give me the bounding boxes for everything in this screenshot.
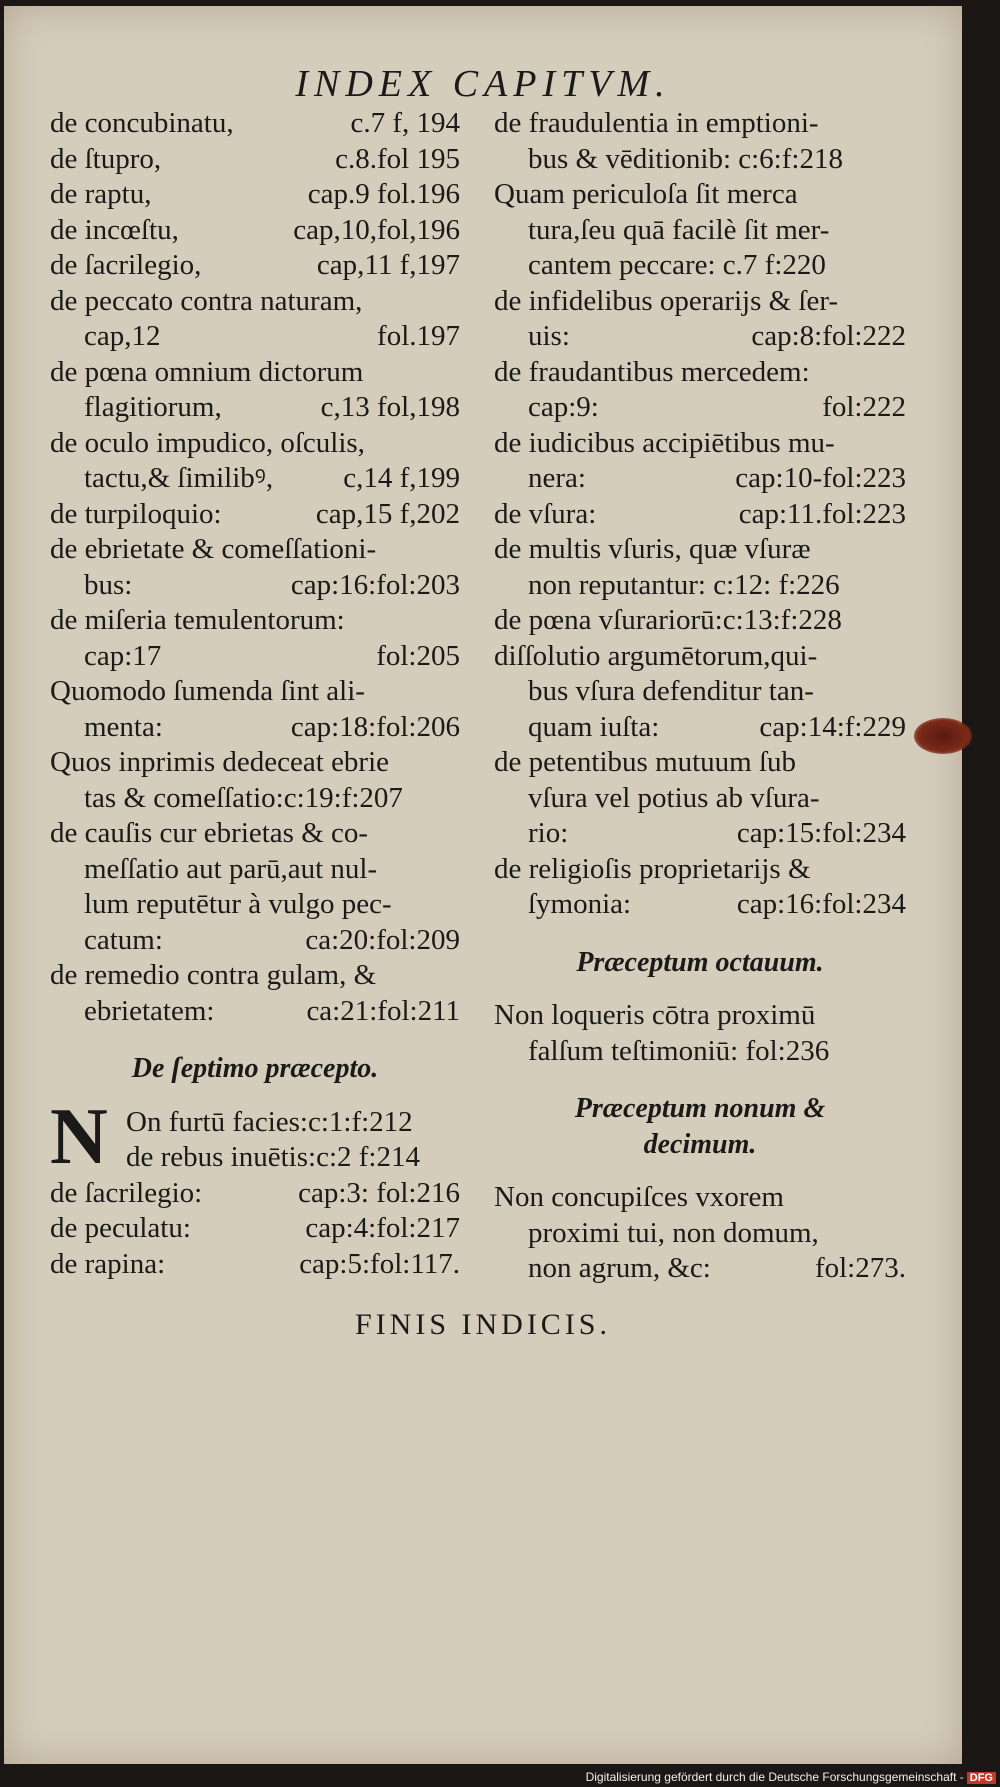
entry-line: meſſatio aut parū,aut nul- — [84, 852, 378, 885]
entry-ref: fol:273. — [814, 1252, 906, 1284]
entry-text: de iudicibus accipiētibus mu- — [494, 426, 835, 459]
entry-line — [50, 319, 460, 355]
entry-line — [50, 994, 460, 1030]
entry-line — [494, 568, 906, 604]
entry-line — [50, 390, 460, 426]
entry-ref: cap.9 fol.196 — [307, 178, 460, 210]
entry-ref: ca:20:fol:209 — [305, 923, 460, 956]
entry-ref: c,13 fol,198 — [320, 391, 460, 423]
entry-text: de miſeria temulentorum: — [50, 604, 345, 636]
entry-text: cap,12 — [84, 320, 161, 352]
index-entry — [494, 284, 906, 355]
entry-text: bus & vēditionib: c:6:f:218 — [528, 142, 843, 175]
index-entry — [494, 639, 906, 746]
entry-line — [50, 1211, 460, 1247]
entry-text: ſymonia: — [528, 888, 632, 920]
entry-line — [50, 568, 460, 604]
right-column — [494, 106, 906, 1287]
index-entry — [50, 1211, 460, 1247]
entry-line — [50, 461, 460, 497]
right-section-heading-octavum: Præceptum octauum. — [576, 946, 824, 978]
entry-line — [494, 1034, 906, 1070]
entry-text: de rapina: — [50, 1247, 166, 1280]
entry-text: Quos inprimis dedeceat ebrie — [50, 746, 390, 778]
dropcap-letter: N — [50, 1092, 108, 1181]
entry-line — [50, 177, 460, 213]
entry-text: tas & comeſſatio:c:19:f:207 — [84, 781, 403, 814]
entry-ref: cap,15 f,202 — [315, 497, 460, 530]
index-entry — [494, 745, 906, 852]
entry-line — [494, 497, 906, 533]
entry-text: menta: — [84, 710, 163, 743]
entry-ref: fol:222 — [822, 391, 906, 423]
entry-line: bus vſura defenditur tan- — [528, 675, 814, 707]
entry-line — [494, 142, 906, 178]
index-entry — [50, 142, 460, 178]
dropcap-line: de rebus inuētis:c:2 f:214 — [126, 1141, 420, 1173]
entry-text: cap:9: — [528, 391, 599, 423]
entry-text: uis: — [528, 320, 570, 352]
entry-ref: cap,11 f,197 — [316, 249, 460, 281]
entry-line — [494, 461, 906, 497]
entry-text: de turpiloquio: — [50, 497, 222, 530]
entry-text: diſſolutio argumētorum,qui- — [494, 639, 818, 672]
entry-text: de pœna vſurariorū:c:13:f:228 — [494, 604, 842, 636]
entry-line — [494, 887, 906, 923]
entry-text: de fraudantibus mercedem: — [494, 355, 810, 388]
entry-text: cap:17 — [84, 639, 162, 672]
entry-ref: fol.197 — [377, 320, 460, 352]
index-entry — [50, 177, 460, 213]
entry-text: quam iuſta: — [528, 710, 660, 743]
index-entry — [50, 816, 460, 958]
entry-line: proximi tui, non domum, — [528, 1216, 819, 1249]
entry-line — [494, 1251, 906, 1287]
index-entry — [50, 958, 460, 1029]
index-entry — [494, 1180, 906, 1287]
entry-ref: c,14 f,199 — [343, 462, 460, 494]
index-entry — [50, 603, 460, 674]
entry-text: de religioſis proprietarijs & — [494, 852, 811, 885]
entry-ref: c.8.fol 195 — [335, 142, 460, 175]
index-entry — [50, 532, 460, 603]
entry-line — [50, 1247, 460, 1283]
dropcap-entry — [50, 1092, 460, 1181]
book-page — [4, 6, 962, 1764]
entry-ref: cap:8:fol:222 — [751, 320, 906, 352]
entry-ref: cap:15:fol:234 — [736, 817, 906, 849]
entry-line — [494, 319, 906, 355]
index-entry — [50, 1176, 460, 1212]
entry-text: de ſacrilegio: — [50, 1176, 203, 1209]
entry-text: de incœſtu, — [50, 213, 179, 246]
entry-line — [50, 142, 460, 178]
entry-text: Quam periculoſa ſit merca — [494, 178, 798, 210]
entry-text: de ſtupro, — [50, 142, 162, 175]
entry-ref: cap:16:fol:203 — [290, 568, 460, 601]
entry-ref: cap:14:f:229 — [759, 710, 906, 743]
index-entry — [50, 248, 460, 284]
entry-text: de infidelibus operarijs & ſer- — [494, 284, 839, 317]
entry-line — [50, 248, 460, 284]
index-entry — [50, 355, 460, 426]
index-entry — [494, 426, 906, 497]
entry-ref: cap:10-fol:223 — [735, 462, 906, 494]
entry-text: falſum teſtimoniū: fol:236 — [528, 1034, 830, 1067]
entry-text: de fraudulentia in emptioni- — [494, 107, 819, 139]
right-section-heading-nonum: Præceptum nonum & — [574, 1093, 826, 1124]
entry-line: lum reputētur à vulgo pec- — [84, 888, 392, 920]
index-entry — [494, 355, 906, 426]
entry-line: tura,ſeu quā facilè ſit mer- — [528, 213, 830, 246]
entry-line: vſura vel potius ab vſura- — [528, 781, 820, 814]
index-entry — [494, 532, 906, 603]
index-entry — [50, 284, 460, 355]
entry-text: non agrum, &c: — [528, 1252, 711, 1284]
entry-text: cantem peccare: c.7 f:220 — [528, 249, 826, 281]
entry-line — [50, 923, 460, 959]
entry-text: rio: — [528, 817, 569, 849]
entry-text: de ebrietate & comeſſationi- — [50, 533, 377, 565]
entry-line — [50, 213, 460, 249]
digitization-text: Digitalisierung gefördert durch die Deutsche Forschungsgemeinschaft - — [585, 1770, 964, 1784]
entry-line — [50, 106, 460, 142]
entry-text: de cauſis cur ebrietas & co- — [50, 817, 369, 849]
entry-line — [50, 497, 460, 533]
digitization-note — [586, 1770, 996, 1784]
entry-text: Non concupiſces vxorem — [494, 1181, 784, 1213]
entry-ref: cap:16:fol:234 — [736, 888, 906, 920]
entry-ref: cap:3: fol:216 — [298, 1176, 460, 1209]
entry-text: Non loqueris cōtra proximū — [494, 999, 816, 1031]
entry-line — [494, 248, 906, 284]
index-entry — [50, 106, 460, 142]
index-entry — [494, 603, 906, 639]
entry-ref: cap:18:fol:206 — [290, 710, 460, 743]
entry-text: Quomodo ſumenda ſint ali- — [50, 675, 365, 707]
entry-text: de ſacrilegio, — [50, 249, 202, 281]
index-entry — [494, 497, 906, 533]
entry-text: de concubinatu, — [50, 107, 234, 139]
entry-text: de peculatu: — [50, 1212, 191, 1244]
page-header: INDEX CAPITVM. — [295, 63, 671, 105]
entry-text: de raptu, — [50, 178, 152, 210]
dropcap-line: On furtū facies:c:1:f:212 — [126, 1105, 413, 1138]
index-entry — [50, 1247, 460, 1283]
entry-ref: c.7 f, 194 — [350, 107, 460, 139]
index-entry — [494, 852, 906, 923]
entry-text: catum: — [84, 923, 163, 956]
entry-text: non reputantur: c:12: f:226 — [528, 568, 840, 601]
index-entry — [494, 998, 906, 1069]
entry-text: de peccato contra naturam, — [50, 284, 363, 317]
page-stain — [914, 718, 972, 754]
dfg-logo: DFG — [967, 1772, 996, 1784]
entry-ref: cap:4:fol:217 — [305, 1212, 460, 1244]
index-entry — [50, 497, 460, 533]
entry-ref: cap,10,fol,196 — [293, 213, 460, 246]
entry-line — [494, 710, 906, 746]
entry-text: de petentibus mutuum ſub — [494, 746, 797, 778]
index-entry — [50, 745, 460, 816]
entry-text: flagitiorum, — [84, 391, 222, 423]
entry-text: de remedio contra gulam, & — [50, 959, 377, 991]
finis-indicis: FINIS INDICIS. — [354, 1308, 611, 1341]
index-entry — [50, 674, 460, 745]
entry-text: de oculo impudico, oſculis, — [50, 426, 365, 459]
entry-line — [50, 710, 460, 746]
entry-text: tactu,& ſimilibꝰ, — [84, 462, 274, 494]
entry-text: nera: — [528, 462, 586, 494]
index-entry — [494, 106, 906, 177]
index-entry — [494, 177, 906, 284]
entry-text: de multis vſuris, quæ vſuræ — [494, 533, 811, 565]
entry-line — [50, 639, 460, 675]
entry-text: de vſura: — [494, 497, 597, 530]
index-entry — [50, 426, 460, 497]
entry-ref: cap:11.fol:223 — [738, 497, 906, 530]
entry-text: de pœna omnium dictorum — [50, 355, 364, 388]
left-column — [50, 106, 460, 1282]
entry-text: ebrietatem: — [84, 994, 215, 1027]
entry-ref: fol:205 — [376, 639, 460, 672]
left-section-heading: De ſeptimo præcepto. — [131, 1053, 379, 1084]
entry-line — [50, 1176, 460, 1212]
entry-line — [494, 603, 906, 639]
entry-text: bus: — [84, 568, 133, 601]
entry-ref: cap:5:fol:117. — [299, 1247, 460, 1280]
entry-line — [494, 816, 906, 852]
entry-line — [50, 781, 460, 817]
right-section-heading-decimum: decimum. — [643, 1128, 757, 1160]
index-entry — [50, 213, 460, 249]
entry-line — [494, 390, 906, 426]
entry-ref: ca:21:fol:211 — [306, 994, 460, 1027]
